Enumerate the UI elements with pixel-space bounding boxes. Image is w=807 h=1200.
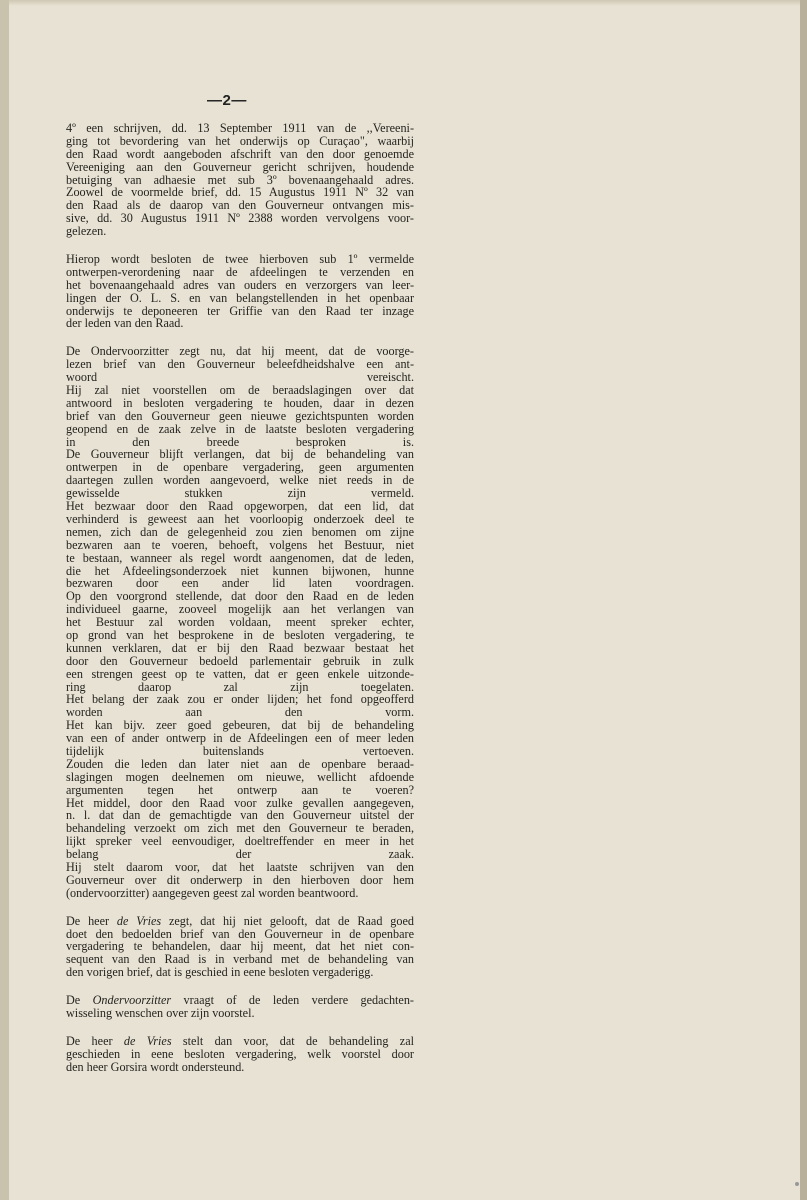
text-line: ging tot bevordering van het onderwijs op Curaçao", waarbij (66, 133, 414, 148)
text-line: worden aan den vorm. (66, 705, 414, 720)
paragraph (66, 994, 414, 1020)
text-line: Het bezwaar door den Raad opgeworpen, dat een lid, dat (66, 499, 414, 514)
text-line: lijkt spreker veel eenvoudiger, doeltreffender en meer in het (66, 834, 414, 849)
text-line: De Ondervoorzitter zegt nu, dat hij meent, dat de voorge- (66, 344, 414, 359)
paragraph (66, 915, 414, 979)
text-line: een strengen geest op te vatten, dat er geen enkele uitzonde- (66, 666, 414, 681)
text-line: van een of ander ontwerp in de Afdeelingen een of meer leden (66, 731, 414, 746)
text-line: Op den voorgrond stellende, dat door den Raad en de leden (66, 589, 414, 604)
text-line: den heer Gorsira wordt ondersteund. (66, 1059, 245, 1074)
text-line: te bestaan, wanneer als regel wordt aangenomen, dat de leden, (66, 550, 414, 565)
text-line: wisseling wenschen over zijn voorstel. (66, 1006, 255, 1020)
speaker-name: de Vries (116, 913, 162, 928)
text-line: tijdelijk buitenslands vertoeven. (66, 743, 414, 758)
text-line: op grond van het besprokene in de besloten vergadering, te (66, 627, 414, 642)
text-line: geopend en de zaak zelve in de laatste besloten vergadering (66, 421, 414, 436)
text-line: daartegen zullen worden aangevoerd, welke niet reeds in de (66, 473, 414, 488)
paragraph-gap (66, 238, 414, 253)
text-line: bezwaren aan te voeren, behoeft, volgens het Bestuur, niet (66, 537, 414, 552)
text-line: De heer de Vries stelt dan voor, dat de behandeling zal (66, 1033, 415, 1048)
text-line: brief van den Gouverneur geen nieuwe gezichtspunten worden (66, 408, 414, 423)
text-line: Vereeniging aan den Gouverneur gericht schrijven, houdende (66, 159, 414, 174)
text-line: slagingen mogen deelnemen om nieuwe, wellicht afdoende (66, 769, 414, 784)
speaker-name: Ondervoorzitter (92, 993, 172, 1008)
text-line: doet den bedoelden brief van den Gouverneur in de openbare (66, 926, 414, 941)
text-line: den Raad wordt aangeboden afschrift van den door genoemde (66, 146, 414, 161)
text-line: gelezen. (66, 224, 107, 239)
speaker-name: de Vries (123, 1033, 172, 1048)
text-line: die het Afdeelingsonderzoek niet kunnen bijwonen, hunne (66, 563, 414, 578)
paragraph (66, 122, 414, 238)
text-line: betuiging van adhaesie met sub 3º bovenaangehaald adres. (66, 172, 414, 187)
text-line: Hij stelt daarom voor, dat het laatste schrijven van den (66, 859, 414, 874)
page-edge-shadow (9, 0, 800, 6)
text-line: vergadering te behandelen, daar hij meent, dat het niet con- (66, 939, 414, 954)
text-line: gewisselde stukken zijn vermeld. (66, 486, 414, 501)
text-line: in den breede besproken is. (66, 434, 414, 449)
text-line: Het kan bijv. zeer goed gebeuren, dat bij de behandeling (66, 718, 414, 733)
text-line: ring daarop zal zijn toegelaten. (66, 679, 414, 694)
text-line: ontwerpen in de openbare vergadering, geen argumenten (66, 460, 414, 475)
text-line: Het middel, door den Raad voor zulke gevallen aangegeven, (66, 795, 414, 810)
text-line: behandeling verzoekt om zich met den Gouverneur te beraden, (66, 821, 414, 836)
page-number: —2— (207, 92, 247, 109)
paragraph (66, 1035, 414, 1074)
paragraph-gap (66, 1020, 414, 1035)
text-line: antwoord in besloten vergadering te houden, daar in dezen (66, 395, 414, 410)
text-line: Hierop wordt besloten de twee hierboven sub 1º vermelde (66, 252, 414, 267)
text-line: De Gouverneur blijft verlangen, dat bij de behandeling van (66, 447, 414, 462)
paragraph (66, 253, 414, 330)
text-line: Zoowel de voormelde brief, dd. 15 Augustus 1911 Nº 32 van (66, 185, 414, 200)
paragraph-gap (66, 900, 414, 915)
paragraph-gap (66, 330, 414, 345)
text-line: Hij zal niet voorstellen om de beraadslagingen over dat (66, 383, 414, 398)
text-line: (ondervoorzitter) aangegeven geest zal worden beantwoord. (66, 885, 359, 900)
text-line: woord vereischt. (66, 370, 414, 385)
text-line: kunnen verklaren, dat er bij den Raad bezwaar bestaat het (66, 640, 414, 655)
text-line: onderwijs te deponeeren ter Griffie van den Raad ter inzage (66, 303, 414, 318)
text-line: het bovenaangehaald adres van ouders en verzorgers van leer- (66, 277, 414, 292)
text-line: Gouverneur over dit onderwerp in den hierboven door hem (66, 872, 414, 887)
text-line: nemen, zich dan de gelegenheid zou zien benomen om zijne (66, 524, 414, 539)
text-line: het Bestuur zal worden voldaan, meent spreker echter, (66, 615, 414, 630)
text-line: ontwerpen-verordening naar de afdeelingen te verzenden en (66, 264, 414, 279)
text-line: geschieden in eene besloten vergadering, welk voorstel door (66, 1046, 414, 1061)
scan-mark (795, 1182, 799, 1186)
text-line: der leden van den Raad. (66, 316, 184, 331)
paragraph (66, 345, 414, 899)
text-line: individueel gaarne, zooveel mogelijk aan het verlangen van (66, 602, 414, 617)
text-line: n. l. dat dan de gemachtigde van den Gouverneur uitstel der (66, 808, 414, 823)
text-line: argumenten tegen het ontwerp aan te voeren? (66, 782, 414, 797)
text-line: den vorigen brief, dat is geschied in eene besloten vergaderigg. (66, 965, 374, 980)
text-line: belang der zaak. (66, 847, 414, 862)
text-line: sequent van den Raad is in verband met de behandeling van (66, 952, 414, 967)
text-line: lezen brief van den Gouverneur beleefdheidshalve een ant- (66, 357, 414, 372)
text-line: De Ondervoorzitter vraagt of de leden verdere gedachten- (66, 993, 414, 1008)
text-line: bezwaren door een ander lid laten voordragen. (66, 576, 414, 591)
text-line: door den Gouverneur bedoeld parlementair gebruik in zulk (66, 653, 414, 668)
document-body (66, 122, 414, 1074)
text-line: 4º een schrijven, dd. 13 September 1911 van de ,,Vereeni- (66, 121, 414, 135)
text-line: Het belang der zaak zou er onder lijden; het fond opgeofferd (66, 692, 414, 707)
text-line: Zouden die leden dan later niet aan de openbare beraad- (66, 756, 414, 771)
text-line: lingen der O. L. S. en van belangstellenden in het openbaar (66, 290, 414, 305)
text-line: verhinderd is geweest aan het voorloopig onderzoek deel te (66, 511, 414, 526)
text-line: den Raad als de daarop van den Gouverneur ontvangen mis- (66, 198, 414, 213)
text-line: sive, dd. 30 Augustus 1911 Nº 2388 worden vervolgens voor- (66, 211, 414, 226)
paragraph-gap (66, 979, 414, 994)
text-line: De heer de Vries zegt, dat hij niet gelooft, dat de Raad goed (66, 913, 414, 928)
